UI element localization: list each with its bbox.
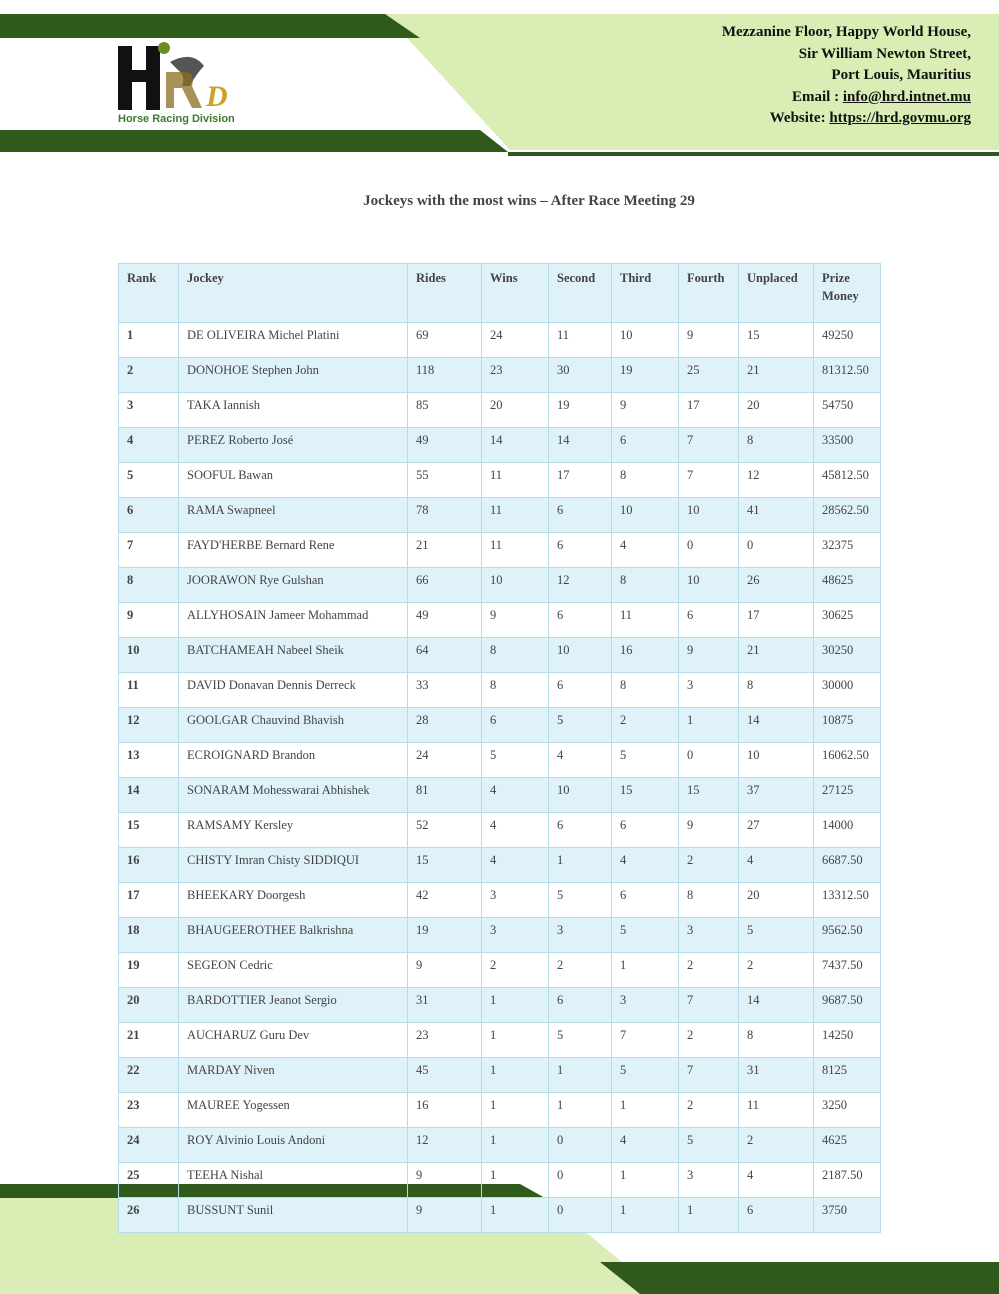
cell-rides: 81 bbox=[408, 778, 482, 813]
cell-rides: 24 bbox=[408, 743, 482, 778]
cell-prize-money: 32375 bbox=[814, 533, 881, 568]
cell-third: 10 bbox=[612, 323, 679, 358]
cell-fourth: 7 bbox=[679, 988, 739, 1023]
cell-wins: 23 bbox=[482, 358, 549, 393]
cell-prize-money: 3250 bbox=[814, 1093, 881, 1128]
cell-fourth: 5 bbox=[679, 1128, 739, 1163]
cell-third: 1 bbox=[612, 1198, 679, 1233]
table-row bbox=[119, 708, 881, 743]
cell-fourth: 7 bbox=[679, 428, 739, 463]
cell-wins: 5 bbox=[482, 743, 549, 778]
cell-wins: 9 bbox=[482, 603, 549, 638]
cell-jockey: TEEHA Nishal bbox=[179, 1163, 408, 1198]
cell-wins: 10 bbox=[482, 568, 549, 603]
cell-fourth: 0 bbox=[679, 743, 739, 778]
cell-second: 1 bbox=[549, 1093, 612, 1128]
svg-text:D: D bbox=[206, 80, 228, 113]
cell-wins: 3 bbox=[482, 883, 549, 918]
cell-rides: 31 bbox=[408, 988, 482, 1023]
cell-third: 6 bbox=[612, 813, 679, 848]
cell-third: 6 bbox=[612, 883, 679, 918]
cell-unplaced: 26 bbox=[739, 568, 814, 603]
table-row bbox=[119, 428, 881, 463]
col-header-rides: Rides bbox=[408, 264, 482, 323]
cell-second: 6 bbox=[549, 533, 612, 568]
cell-third: 4 bbox=[612, 533, 679, 568]
cell-rank: 24 bbox=[119, 1128, 179, 1163]
cell-rides: 15 bbox=[408, 848, 482, 883]
cell-unplaced: 17 bbox=[739, 603, 814, 638]
col-header-unplaced: Unplaced bbox=[739, 264, 814, 323]
cell-third: 5 bbox=[612, 1058, 679, 1093]
cell-prize-money: 45812.50 bbox=[814, 463, 881, 498]
cell-prize-money: 10875 bbox=[814, 708, 881, 743]
cell-third: 5 bbox=[612, 918, 679, 953]
cell-rides: 85 bbox=[408, 393, 482, 428]
cell-second: 5 bbox=[549, 708, 612, 743]
cell-rank: 4 bbox=[119, 428, 179, 463]
cell-unplaced: 20 bbox=[739, 393, 814, 428]
cell-wins: 1 bbox=[482, 988, 549, 1023]
cell-rides: 16 bbox=[408, 1093, 482, 1128]
cell-rides: 69 bbox=[408, 323, 482, 358]
cell-third: 4 bbox=[612, 1128, 679, 1163]
cell-unplaced: 14 bbox=[739, 708, 814, 743]
cell-rides: 49 bbox=[408, 428, 482, 463]
cell-second: 12 bbox=[549, 568, 612, 603]
website-line bbox=[722, 108, 971, 130]
cell-rank: 7 bbox=[119, 533, 179, 568]
cell-wins: 14 bbox=[482, 428, 549, 463]
table-row bbox=[119, 953, 881, 988]
cell-unplaced: 31 bbox=[739, 1058, 814, 1093]
cell-second: 5 bbox=[549, 883, 612, 918]
cell-jockey: SOOFUL Bawan bbox=[179, 463, 408, 498]
table-row bbox=[119, 638, 881, 673]
cell-prize-money: 30000 bbox=[814, 673, 881, 708]
cell-fourth: 9 bbox=[679, 813, 739, 848]
cell-third: 8 bbox=[612, 568, 679, 603]
cell-second: 10 bbox=[549, 638, 612, 673]
cell-wins: 8 bbox=[482, 673, 549, 708]
col-header-rank: Rank bbox=[119, 264, 179, 323]
cell-second: 6 bbox=[549, 673, 612, 708]
cell-rides: 12 bbox=[408, 1128, 482, 1163]
cell-rides: 9 bbox=[408, 953, 482, 988]
cell-third: 19 bbox=[612, 358, 679, 393]
table-row bbox=[119, 848, 881, 883]
cell-prize-money: 14250 bbox=[814, 1023, 881, 1058]
table-row bbox=[119, 813, 881, 848]
cell-second: 30 bbox=[549, 358, 612, 393]
cell-jockey: AUCHARUZ Guru Dev bbox=[179, 1023, 408, 1058]
cell-fourth: 10 bbox=[679, 498, 739, 533]
cell-second: 1 bbox=[549, 1058, 612, 1093]
cell-second: 6 bbox=[549, 813, 612, 848]
cell-fourth: 2 bbox=[679, 1093, 739, 1128]
cell-prize-money: 81312.50 bbox=[814, 358, 881, 393]
cell-rank: 17 bbox=[119, 883, 179, 918]
cell-wins: 2 bbox=[482, 953, 549, 988]
cell-prize-money: 30250 bbox=[814, 638, 881, 673]
table-row bbox=[119, 673, 881, 708]
document-title: Jockeys with the most wins – After Race Meeting 29 bbox=[363, 193, 695, 209]
cell-second: 6 bbox=[549, 988, 612, 1023]
cell-prize-money: 9687.50 bbox=[814, 988, 881, 1023]
cell-third: 15 bbox=[612, 778, 679, 813]
cell-jockey: ECROIGNARD Brandon bbox=[179, 743, 408, 778]
cell-rank: 13 bbox=[119, 743, 179, 778]
cell-jockey: ALLYHOSAIN Jameer Mohammad bbox=[179, 603, 408, 638]
cell-third: 9 bbox=[612, 393, 679, 428]
cell-wins: 1 bbox=[482, 1058, 549, 1093]
cell-rank: 8 bbox=[119, 568, 179, 603]
table-row bbox=[119, 323, 881, 358]
cell-fourth: 25 bbox=[679, 358, 739, 393]
cell-third: 7 bbox=[612, 1023, 679, 1058]
cell-rank: 10 bbox=[119, 638, 179, 673]
cell-prize-money: 27125 bbox=[814, 778, 881, 813]
cell-rank: 6 bbox=[119, 498, 179, 533]
cell-jockey: DAVID Donavan Dennis Derreck bbox=[179, 673, 408, 708]
cell-rank: 2 bbox=[119, 358, 179, 393]
cell-second: 6 bbox=[549, 603, 612, 638]
cell-wins: 1 bbox=[482, 1128, 549, 1163]
cell-rides: 118 bbox=[408, 358, 482, 393]
cell-second: 10 bbox=[549, 778, 612, 813]
cell-wins: 24 bbox=[482, 323, 549, 358]
col-header-jockey: Jockey bbox=[179, 264, 408, 323]
col-header-third: Third bbox=[612, 264, 679, 323]
email-label: Email : bbox=[792, 88, 843, 105]
cell-unplaced: 21 bbox=[739, 358, 814, 393]
cell-wins: 11 bbox=[482, 463, 549, 498]
cell-second: 2 bbox=[549, 953, 612, 988]
cell-rank: 25 bbox=[119, 1163, 179, 1198]
cell-unplaced: 20 bbox=[739, 883, 814, 918]
cell-prize-money: 13312.50 bbox=[814, 883, 881, 918]
col-header-fourth: Fourth bbox=[679, 264, 739, 323]
cell-fourth: 0 bbox=[679, 533, 739, 568]
cell-wins: 20 bbox=[482, 393, 549, 428]
cell-prize-money: 14000 bbox=[814, 813, 881, 848]
cell-rank: 19 bbox=[119, 953, 179, 988]
cell-rank: 3 bbox=[119, 393, 179, 428]
cell-second: 5 bbox=[549, 1023, 612, 1058]
cell-jockey: GOOLGAR Chauvind Bhavish bbox=[179, 708, 408, 743]
cell-rides: 9 bbox=[408, 1198, 482, 1233]
cell-prize-money: 33500 bbox=[814, 428, 881, 463]
table-row bbox=[119, 463, 881, 498]
cell-second: 14 bbox=[549, 428, 612, 463]
cell-jockey: MAUREE Yogessen bbox=[179, 1093, 408, 1128]
table-row bbox=[119, 1128, 881, 1163]
table-row bbox=[119, 1023, 881, 1058]
cell-wins: 6 bbox=[482, 708, 549, 743]
cell-third: 8 bbox=[612, 673, 679, 708]
cell-unplaced: 8 bbox=[739, 673, 814, 708]
cell-prize-money: 16062.50 bbox=[814, 743, 881, 778]
table-row bbox=[119, 498, 881, 533]
cell-wins: 1 bbox=[482, 1023, 549, 1058]
cell-fourth: 2 bbox=[679, 953, 739, 988]
cell-third: 6 bbox=[612, 428, 679, 463]
cell-jockey: CHISTY Imran Chisty SIDDIQUI bbox=[179, 848, 408, 883]
cell-second: 11 bbox=[549, 323, 612, 358]
table-row bbox=[119, 1163, 881, 1198]
cell-third: 1 bbox=[612, 953, 679, 988]
cell-rank: 15 bbox=[119, 813, 179, 848]
address-block bbox=[722, 22, 971, 130]
cell-rides: 49 bbox=[408, 603, 482, 638]
cell-rides: 33 bbox=[408, 673, 482, 708]
cell-jockey: BHEEKARY Doorgesh bbox=[179, 883, 408, 918]
address-line: Sir William Newton Street, bbox=[798, 45, 971, 62]
cell-fourth: 9 bbox=[679, 638, 739, 673]
cell-unplaced: 12 bbox=[739, 463, 814, 498]
cell-third: 1 bbox=[612, 1093, 679, 1128]
cell-fourth: 7 bbox=[679, 463, 739, 498]
cell-unplaced: 2 bbox=[739, 953, 814, 988]
cell-unplaced: 8 bbox=[739, 1023, 814, 1058]
cell-third: 8 bbox=[612, 463, 679, 498]
cell-wins: 4 bbox=[482, 778, 549, 813]
jockey-standings-table bbox=[118, 263, 881, 1233]
cell-fourth: 1 bbox=[679, 1198, 739, 1233]
cell-jockey: PEREZ Roberto José bbox=[179, 428, 408, 463]
cell-prize-money: 8125 bbox=[814, 1058, 881, 1093]
cell-rides: 52 bbox=[408, 813, 482, 848]
cell-jockey: ROY Alvinio Louis Andoni bbox=[179, 1128, 408, 1163]
cell-second: 17 bbox=[549, 463, 612, 498]
table-row bbox=[119, 533, 881, 568]
cell-unplaced: 41 bbox=[739, 498, 814, 533]
cell-prize-money: 54750 bbox=[814, 393, 881, 428]
cell-jockey: BARDOTTIER Jeanot Sergio bbox=[179, 988, 408, 1023]
cell-prize-money: 3750 bbox=[814, 1198, 881, 1233]
cell-rides: 28 bbox=[408, 708, 482, 743]
cell-prize-money: 49250 bbox=[814, 323, 881, 358]
cell-rank: 1 bbox=[119, 323, 179, 358]
cell-rides: 21 bbox=[408, 533, 482, 568]
table-row bbox=[119, 1198, 881, 1233]
cell-fourth: 8 bbox=[679, 883, 739, 918]
email-line bbox=[722, 87, 971, 109]
cell-fourth: 6 bbox=[679, 603, 739, 638]
cell-fourth: 7 bbox=[679, 1058, 739, 1093]
table-row bbox=[119, 778, 881, 813]
cell-jockey: FAYD'HERBE Bernard Rene bbox=[179, 533, 408, 568]
cell-prize-money: 9562.50 bbox=[814, 918, 881, 953]
logo-subtitle: Horse Racing Division bbox=[118, 113, 235, 125]
cell-fourth: 15 bbox=[679, 778, 739, 813]
cell-rides: 45 bbox=[408, 1058, 482, 1093]
table-row bbox=[119, 988, 881, 1023]
cell-rank: 9 bbox=[119, 603, 179, 638]
cell-jockey: DONOHOE Stephen John bbox=[179, 358, 408, 393]
cell-rank: 21 bbox=[119, 1023, 179, 1058]
cell-third: 1 bbox=[612, 1163, 679, 1198]
cell-unplaced: 11 bbox=[739, 1093, 814, 1128]
cell-jockey: BATCHAMEAH Nabeel Sheik bbox=[179, 638, 408, 673]
cell-wins: 3 bbox=[482, 918, 549, 953]
table-row bbox=[119, 358, 881, 393]
cell-unplaced: 2 bbox=[739, 1128, 814, 1163]
cell-third: 3 bbox=[612, 988, 679, 1023]
cell-jockey: JOORAWON Rye Gulshan bbox=[179, 568, 408, 603]
col-header-prize-money: Prize Money bbox=[814, 264, 881, 323]
cell-second: 6 bbox=[549, 498, 612, 533]
cell-prize-money: 4625 bbox=[814, 1128, 881, 1163]
cell-wins: 11 bbox=[482, 498, 549, 533]
cell-jockey: BHAUGEEROTHEE Balkrishna bbox=[179, 918, 408, 953]
cell-unplaced: 37 bbox=[739, 778, 814, 813]
cell-rank: 22 bbox=[119, 1058, 179, 1093]
cell-prize-money: 2187.50 bbox=[814, 1163, 881, 1198]
cell-rank: 16 bbox=[119, 848, 179, 883]
cell-wins: 1 bbox=[482, 1163, 549, 1198]
col-header-second: Second bbox=[549, 264, 612, 323]
table-row bbox=[119, 1093, 881, 1128]
cell-second: 4 bbox=[549, 743, 612, 778]
table-row bbox=[119, 1058, 881, 1093]
table-row bbox=[119, 883, 881, 918]
cell-rank: 20 bbox=[119, 988, 179, 1023]
col-header-wins: Wins bbox=[482, 264, 549, 323]
cell-rank: 14 bbox=[119, 778, 179, 813]
cell-third: 11 bbox=[612, 603, 679, 638]
cell-fourth: 3 bbox=[679, 918, 739, 953]
table-header-row bbox=[119, 264, 881, 323]
cell-unplaced: 4 bbox=[739, 1163, 814, 1198]
cell-wins: 8 bbox=[482, 638, 549, 673]
cell-jockey: SONARAM Mohesswarai Abhishek bbox=[179, 778, 408, 813]
email-link[interactable]: info@hrd.intnet.mu bbox=[842, 88, 971, 105]
cell-rank: 5 bbox=[119, 463, 179, 498]
table-row bbox=[119, 918, 881, 953]
address-line: Port Louis, Mauritius bbox=[831, 67, 971, 83]
cell-wins: 11 bbox=[482, 533, 549, 568]
cell-fourth: 2 bbox=[679, 1023, 739, 1058]
cell-second: 0 bbox=[549, 1198, 612, 1233]
cell-unplaced: 5 bbox=[739, 918, 814, 953]
cell-unplaced: 27 bbox=[739, 813, 814, 848]
cell-fourth: 1 bbox=[679, 708, 739, 743]
cell-rides: 42 bbox=[408, 883, 482, 918]
cell-third: 10 bbox=[612, 498, 679, 533]
cell-unplaced: 8 bbox=[739, 428, 814, 463]
cell-fourth: 3 bbox=[679, 673, 739, 708]
cell-rank: 26 bbox=[119, 1198, 179, 1233]
cell-rank: 12 bbox=[119, 708, 179, 743]
cell-jockey: RAMSAMY Kersley bbox=[179, 813, 408, 848]
cell-third: 4 bbox=[612, 848, 679, 883]
cell-rides: 78 bbox=[408, 498, 482, 533]
cell-jockey: MARDAY Niven bbox=[179, 1058, 408, 1093]
cell-prize-money: 7437.50 bbox=[814, 953, 881, 988]
website-label: Website: bbox=[769, 110, 830, 126]
cell-wins: 1 bbox=[482, 1093, 549, 1128]
cell-third: 2 bbox=[612, 708, 679, 743]
cell-jockey: RAMA Swapneel bbox=[179, 498, 408, 533]
cell-rank: 18 bbox=[119, 918, 179, 953]
table-row bbox=[119, 568, 881, 603]
cell-unplaced: 4 bbox=[739, 848, 814, 883]
cell-third: 5 bbox=[612, 743, 679, 778]
cell-jockey: DE OLIVEIRA Michel Platini bbox=[179, 323, 408, 358]
table-row bbox=[119, 603, 881, 638]
cell-unplaced: 21 bbox=[739, 638, 814, 673]
cell-prize-money: 30625 bbox=[814, 603, 881, 638]
cell-jockey: BUSSUNT Sunil bbox=[179, 1198, 408, 1233]
cell-third: 16 bbox=[612, 638, 679, 673]
cell-fourth: 3 bbox=[679, 1163, 739, 1198]
website-link[interactable]: https://hrd.govmu.org bbox=[829, 110, 971, 126]
cell-rides: 66 bbox=[408, 568, 482, 603]
cell-prize-money: 48625 bbox=[814, 568, 881, 603]
cell-wins: 4 bbox=[482, 813, 549, 848]
cell-fourth: 2 bbox=[679, 848, 739, 883]
cell-second: 3 bbox=[549, 918, 612, 953]
cell-jockey: SEGEON Cedric bbox=[179, 953, 408, 988]
cell-second: 1 bbox=[549, 848, 612, 883]
cell-prize-money: 28562.50 bbox=[814, 498, 881, 533]
table-row bbox=[119, 393, 881, 428]
cell-wins: 1 bbox=[482, 1198, 549, 1233]
cell-rides: 64 bbox=[408, 638, 482, 673]
cell-second: 0 bbox=[549, 1128, 612, 1163]
cell-unplaced: 10 bbox=[739, 743, 814, 778]
cell-prize-money: 6687.50 bbox=[814, 848, 881, 883]
cell-fourth: 17 bbox=[679, 393, 739, 428]
cell-second: 19 bbox=[549, 393, 612, 428]
cell-unplaced: 15 bbox=[739, 323, 814, 358]
cell-unplaced: 0 bbox=[739, 533, 814, 568]
cell-jockey: TAKA Iannish bbox=[179, 393, 408, 428]
cell-fourth: 9 bbox=[679, 323, 739, 358]
cell-rank: 23 bbox=[119, 1093, 179, 1128]
cell-rank: 11 bbox=[119, 673, 179, 708]
cell-rides: 19 bbox=[408, 918, 482, 953]
table-row bbox=[119, 743, 881, 778]
cell-rides: 23 bbox=[408, 1023, 482, 1058]
address-line: Mezzanine Floor, Happy World House, bbox=[721, 24, 971, 40]
cell-fourth: 10 bbox=[679, 568, 739, 603]
cell-rides: 9 bbox=[408, 1163, 482, 1198]
cell-wins: 4 bbox=[482, 848, 549, 883]
cell-rides: 55 bbox=[408, 463, 482, 498]
cell-unplaced: 14 bbox=[739, 988, 814, 1023]
cell-unplaced: 6 bbox=[739, 1198, 814, 1233]
cell-second: 0 bbox=[549, 1163, 612, 1198]
